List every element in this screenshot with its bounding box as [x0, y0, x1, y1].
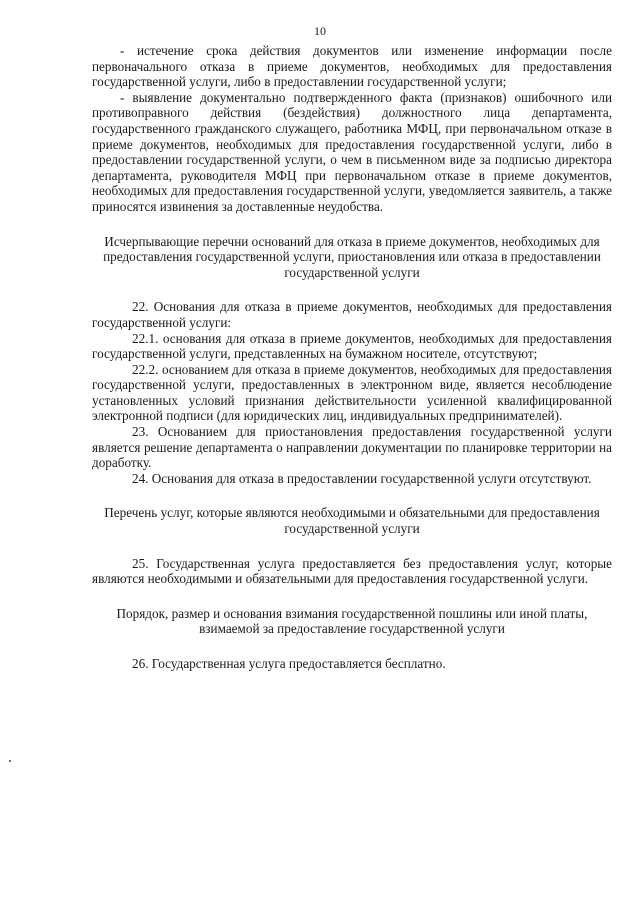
paragraph-22-1: 22.1. основания для отказа в приеме документов, необходимых для предоставления государственной услуги, представленных на бумажном носителе, отсутствуют; — [92, 330, 612, 362]
section-heading-refusal-text: Исчерпывающие перечни оснований для отказа в приеме документов, необходимых для предоставления государственной услуги, приостановления или отказа в предоставлении государственной услуги — [103, 233, 601, 280]
spacer — [92, 537, 612, 556]
scan-speck — [9, 760, 11, 762]
paragraph-23: 23. Основанием для приостановления предоставления государственной услуги является решение департамента о направлении документации по планировке территории на доработку. — [92, 424, 612, 471]
paragraph-bullet-expiry: - истечение срока действия документов или изменение информации после первоначального отказа в приеме документов, необходимых для предоставления государственной услуги, либо в предоставлении государственной услуги; — [92, 43, 612, 90]
spacer — [92, 215, 612, 234]
paragraph-24: 24. Основания для отказа в предоставлении государственной услуги отсутствуют. — [132, 470, 592, 486]
paragraph-22: 22. Основания для отказа в приеме документов, необходимых для предоставления государственной услуги: — [92, 299, 612, 330]
spacer — [92, 637, 612, 656]
spacer — [92, 587, 612, 606]
section-heading-fee-text: Порядок, размер и основания взимания государственной пошлины или иной платы, взимаемой за предоставление государственной услуги — [116, 605, 588, 637]
section-heading-services-text: Перечень услуг, которые являются необходимыми и обязательными для предоставления государственной услуги — [104, 505, 600, 537]
spacer — [92, 280, 612, 299]
paragraph-bullet-error: - выявление документально подтвержденного факта (признаков) ошибочного или противоправного действия (бездействия) должностного лица департамента, государственного гражданского служащего, работника МФЦ, при первоначальном отказе в приеме документов, необходимых для предоставления государственной услуги, либо в предоставлении государственной услуги, о чем в письменном виде за подписью директора департамента, руководителя МФЦ при первоначальном отказе в приеме документов, необходимых для предоставления государственной услуги, уведомляется заявитель, а также приносятся извинения за доставленные неудобства. — [92, 89, 612, 214]
spacer — [92, 486, 612, 505]
section-heading-services — [92, 505, 612, 536]
paragraph-22-2: 22.2. основанием для отказа в приеме документов, необходимых для предоставления государственной услуги, предоставленных в электронном виде, является несоблюдение установленных условий признания действительности усиленной квалифицированной электронной подписи (для юридических лиц, индивидуальных предпринимателей). — [92, 361, 612, 424]
page-number: 10 — [314, 24, 326, 38]
section-heading-refusal — [92, 234, 612, 281]
paragraph-25: 25. Государственная услуга предоставляется без предоставления услуг, которые являются необходимыми и обязательными для предоставления государственной услуги. — [92, 555, 612, 587]
section-heading-fee — [92, 606, 612, 637]
document-body — [92, 43, 612, 672]
paragraph-26: 26. Государственная услуга предоставляется бесплатно. — [132, 656, 446, 671]
